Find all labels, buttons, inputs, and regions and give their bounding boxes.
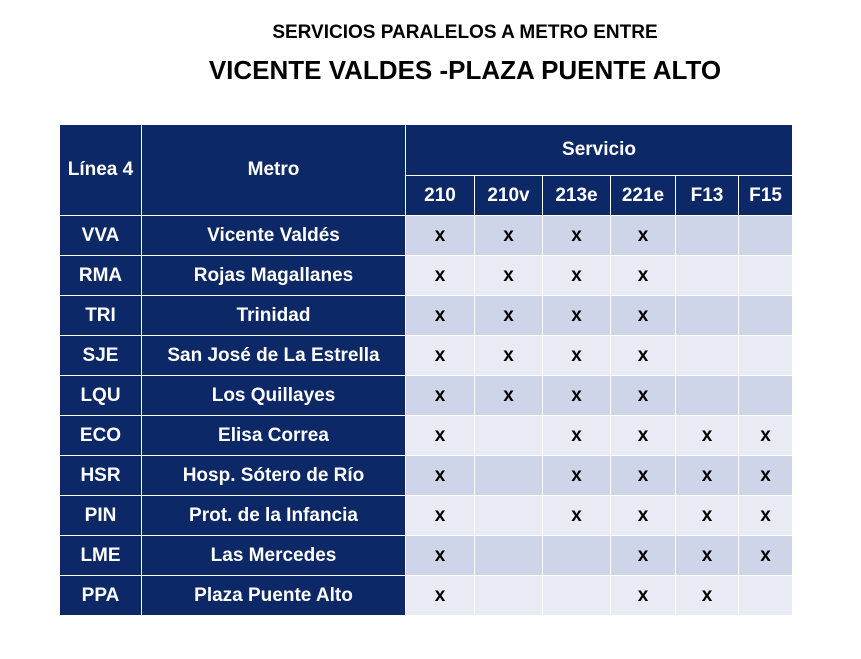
service-cell: x: [676, 416, 739, 456]
service-cell: x: [739, 456, 793, 496]
station-code: LQU: [60, 376, 142, 416]
service-cell: x: [406, 216, 475, 256]
service-cell: x: [475, 336, 543, 376]
service-cell: x: [611, 256, 676, 296]
service-cell: [676, 216, 739, 256]
service-cell: [739, 256, 793, 296]
station-name: Rojas Magallanes: [142, 256, 406, 296]
table-header: [60, 125, 793, 216]
header-service-f13: F13: [676, 176, 739, 216]
service-cell: [543, 576, 611, 616]
table-row: [60, 376, 793, 416]
service-cell: [475, 456, 543, 496]
service-cell: x: [475, 296, 543, 336]
station-name: Hosp. Sótero de Río: [142, 456, 406, 496]
header-service-210v: 210v: [475, 176, 543, 216]
service-cell: x: [475, 376, 543, 416]
service-cell: [475, 536, 543, 576]
service-cell: x: [611, 536, 676, 576]
service-cell: x: [475, 256, 543, 296]
service-cell: x: [611, 496, 676, 536]
service-cell: x: [676, 576, 739, 616]
service-cell: x: [739, 416, 793, 456]
table-row: [60, 256, 793, 296]
service-cell: x: [611, 416, 676, 456]
title-line-1: SERVICIOS PARALELOS A METRO ENTRE: [272, 22, 658, 43]
service-cell: x: [676, 496, 739, 536]
station-name: Prot. de la Infancia: [142, 496, 406, 536]
service-cell: [739, 216, 793, 256]
service-cell: x: [406, 416, 475, 456]
station-code: HSR: [60, 456, 142, 496]
table-row: [60, 216, 793, 256]
service-cell: x: [611, 456, 676, 496]
station-name: San José de La Estrella: [142, 336, 406, 376]
table-row: [60, 296, 793, 336]
station-code: VVA: [60, 216, 142, 256]
header-service-213e: 213e: [543, 176, 611, 216]
service-cell: [543, 536, 611, 576]
table-row: [60, 496, 793, 536]
service-cell: [475, 576, 543, 616]
service-cell: [676, 376, 739, 416]
service-cell: x: [475, 216, 543, 256]
service-cell: x: [739, 536, 793, 576]
service-cell: [739, 376, 793, 416]
service-cell: [676, 296, 739, 336]
service-cell: x: [543, 296, 611, 336]
station-code: LME: [60, 536, 142, 576]
station-code: TRI: [60, 296, 142, 336]
service-cell: x: [406, 536, 475, 576]
service-cell: [739, 336, 793, 376]
service-cell: x: [611, 296, 676, 336]
header-service-f15: F15: [739, 176, 793, 216]
service-cell: x: [406, 456, 475, 496]
header-metro: Metro: [142, 125, 406, 216]
service-cell: x: [676, 456, 739, 496]
title-line-2: VICENTE VALDES -PLAZA PUENTE ALTO: [208, 55, 722, 85]
service-cell: x: [543, 336, 611, 376]
table-row: [60, 536, 793, 576]
service-cell: x: [739, 496, 793, 536]
station-code: PIN: [60, 496, 142, 536]
station-name: Vicente Valdés: [142, 216, 406, 256]
service-cell: x: [611, 376, 676, 416]
table-row: [60, 456, 793, 496]
table-row: [60, 416, 793, 456]
station-code: PPA: [60, 576, 142, 616]
station-code: ECO: [60, 416, 142, 456]
station-code: RMA: [60, 256, 142, 296]
services-table: [59, 124, 793, 616]
service-cell: [475, 496, 543, 536]
service-cell: x: [406, 336, 475, 376]
service-cell: [475, 416, 543, 456]
service-cell: [676, 336, 739, 376]
service-cell: x: [611, 576, 676, 616]
service-cell: x: [406, 496, 475, 536]
service-cell: x: [611, 336, 676, 376]
service-cell: x: [543, 256, 611, 296]
service-cell: x: [543, 416, 611, 456]
station-name: Elisa Correa: [142, 416, 406, 456]
station-name: Los Quillayes: [142, 376, 406, 416]
service-cell: [676, 256, 739, 296]
service-cell: x: [406, 376, 475, 416]
station-name: Trinidad: [142, 296, 406, 336]
table-body: [60, 216, 793, 616]
table-row: [60, 576, 793, 616]
service-cell: x: [543, 376, 611, 416]
header-servicio: Servicio: [406, 125, 793, 176]
service-cell: x: [406, 296, 475, 336]
station-name: Plaza Puente Alto: [142, 576, 406, 616]
service-cell: x: [406, 256, 475, 296]
service-cell: x: [406, 576, 475, 616]
service-cell: [739, 296, 793, 336]
service-cell: x: [543, 456, 611, 496]
header-line-4: Línea 4: [60, 125, 142, 216]
station-code: SJE: [60, 336, 142, 376]
service-cell: x: [543, 216, 611, 256]
header-service-210: 210: [406, 176, 475, 216]
table-row: [60, 336, 793, 376]
service-cell: x: [543, 496, 611, 536]
service-cell: x: [676, 536, 739, 576]
service-cell: [739, 576, 793, 616]
service-cell: x: [611, 216, 676, 256]
station-name: Las Mercedes: [142, 536, 406, 576]
header-service-221e: 221e: [611, 176, 676, 216]
